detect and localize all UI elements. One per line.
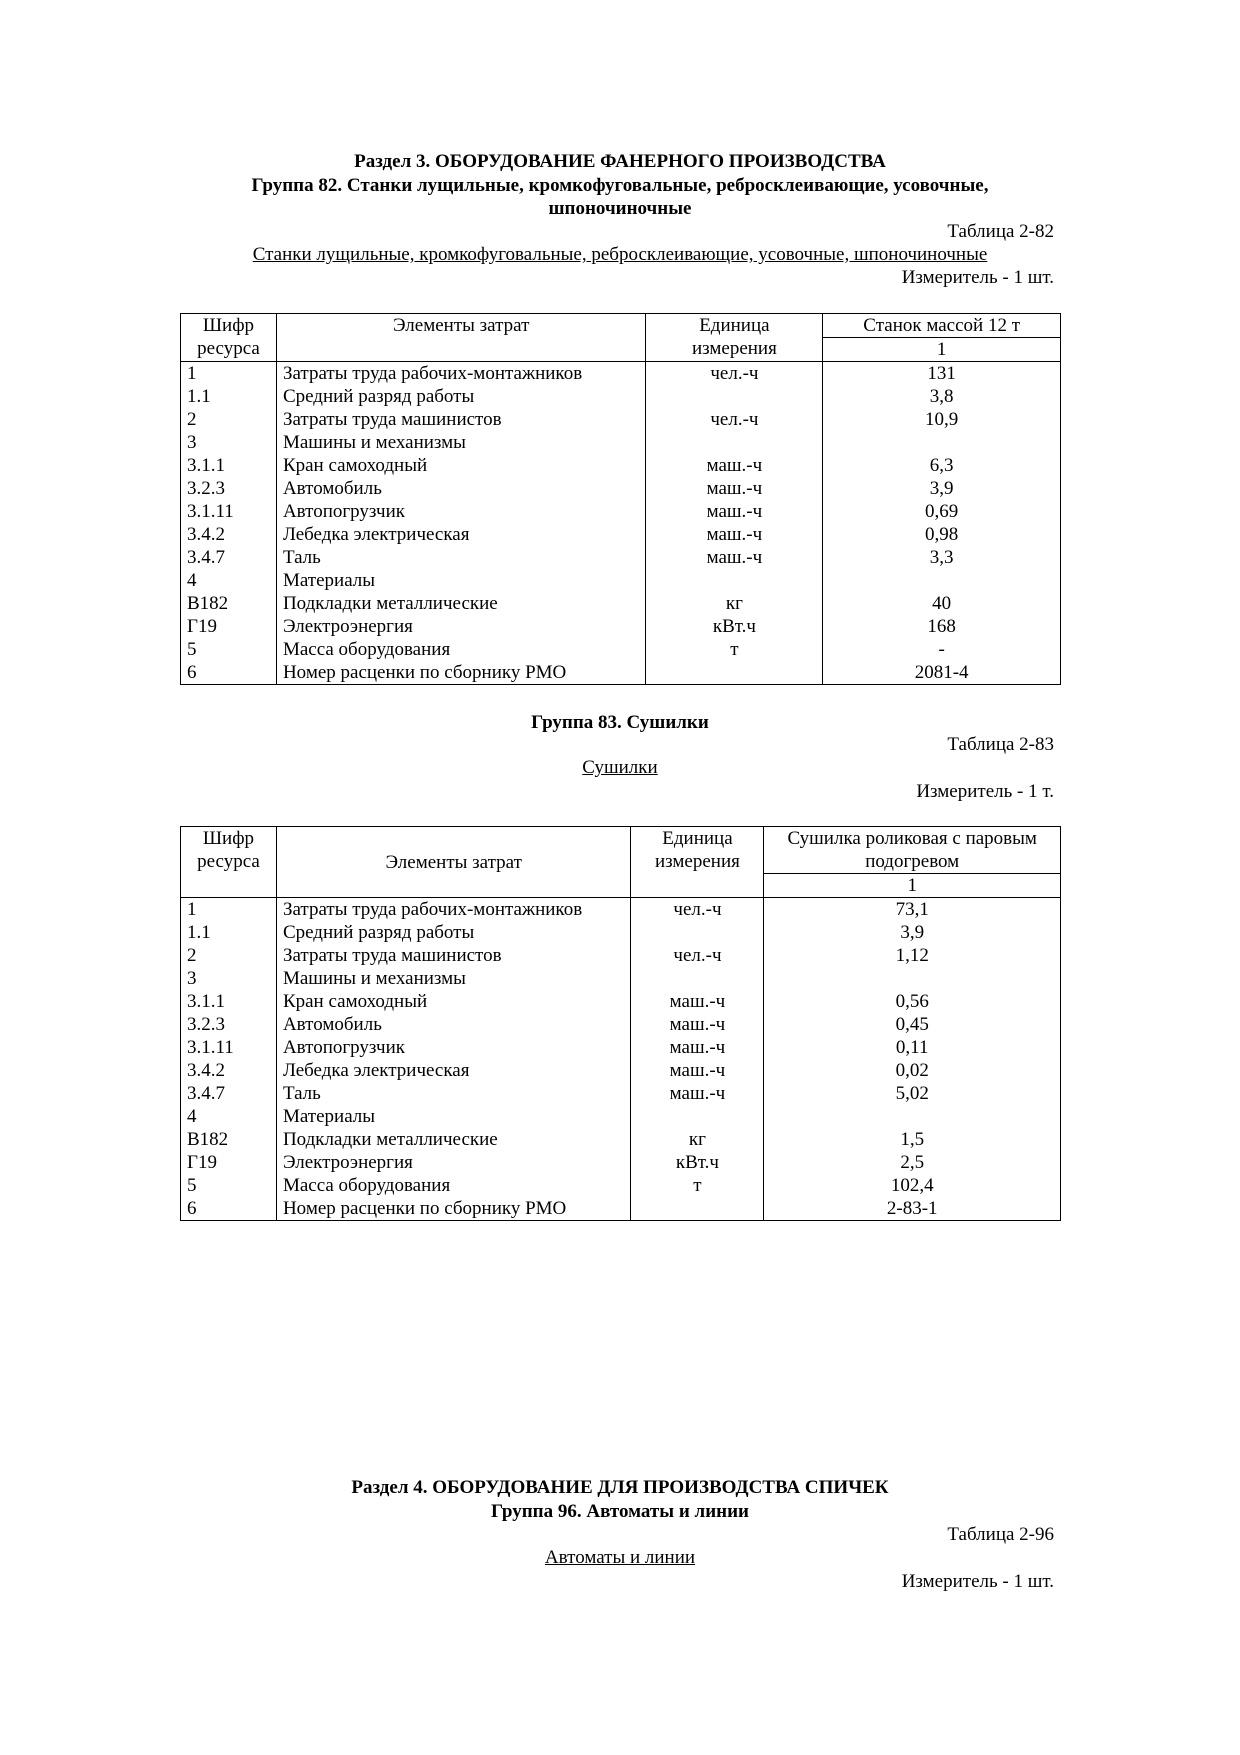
resource-code-cell: 3.2.3 xyxy=(181,477,277,500)
resource-code-cell: 2 xyxy=(181,944,277,967)
table-row xyxy=(181,1059,1061,1082)
header-unit xyxy=(631,827,764,898)
resource-code-cell: 3.1.1 xyxy=(181,990,277,1013)
group-82-title-line1: Группа 82. Станки лущильные, кромкофуговальные, ребросклеивающие, усовочные, xyxy=(251,175,989,196)
cost-element-cell: Средний разряд работы xyxy=(276,385,646,408)
group-96-title: Группа 96. Автоматы и линии xyxy=(491,1501,749,1522)
cost-element-cell: Затраты труда машинистов xyxy=(276,944,631,967)
table-row xyxy=(181,1174,1061,1197)
unit-cell xyxy=(646,661,823,685)
unit-cell: маш.-ч xyxy=(631,1082,764,1105)
table-row xyxy=(181,967,1061,990)
resource-code-cell: 1 xyxy=(181,898,277,922)
table-row xyxy=(181,638,1061,661)
value-cell: 6,3 xyxy=(823,454,1061,477)
header-code-line2: ресурса xyxy=(197,851,260,872)
unit-cell: маш.-ч xyxy=(646,523,823,546)
unit-cell: чел.-ч xyxy=(646,408,823,431)
cost-element-cell: Средний разряд работы xyxy=(276,921,631,944)
unit-cell: кВт.ч xyxy=(646,615,823,638)
unit-cell: маш.-ч xyxy=(631,1013,764,1036)
resource-code-cell: 1 xyxy=(181,362,277,386)
resource-code-cell: 3.2.3 xyxy=(181,1013,277,1036)
resource-code-cell: 4 xyxy=(181,1105,277,1128)
unit-cell xyxy=(631,1105,764,1128)
resource-code-cell: 3.4.7 xyxy=(181,546,277,569)
value-cell: 2,5 xyxy=(764,1151,1061,1174)
cost-element-cell: Подкладки металлические xyxy=(276,1128,631,1151)
cost-element-cell: Подкладки металлические xyxy=(276,592,646,615)
header-elements: Элементы затрат xyxy=(276,314,646,362)
value-cell: 3,9 xyxy=(764,921,1061,944)
value-cell: 3,3 xyxy=(823,546,1061,569)
table-row xyxy=(181,1036,1061,1059)
resource-code-cell: 4 xyxy=(181,569,277,592)
value-cell: 5,02 xyxy=(764,1082,1061,1105)
table-row xyxy=(181,1082,1061,1105)
value-cell: 2081-4 xyxy=(823,661,1061,685)
table-row xyxy=(181,1197,1061,1221)
resource-code-cell: 6 xyxy=(181,1197,277,1221)
header-unit-line1: Единица xyxy=(699,315,770,336)
header-column-number: 1 xyxy=(823,338,1061,362)
table-2-82 xyxy=(180,313,1061,685)
unit-cell xyxy=(631,967,764,990)
header-elements: Элементы затрат xyxy=(276,827,631,898)
value-cell: 3,8 xyxy=(823,385,1061,408)
unit-cell: т xyxy=(631,1174,764,1197)
resource-code-cell: 3.1.11 xyxy=(181,1036,277,1059)
value-cell: 0,11 xyxy=(764,1036,1061,1059)
unit-cell: маш.-ч xyxy=(646,477,823,500)
table-row xyxy=(181,546,1061,569)
section-3-title: Раздел 3. ОБОРУДОВАНИЕ ФАНЕРНОГО ПРОИЗВОДСТВА xyxy=(354,151,886,172)
resource-code-cell: 2 xyxy=(181,408,277,431)
value-cell: - xyxy=(823,638,1061,661)
table-2-82-number: Таблица 2-82 xyxy=(947,221,1054,242)
value-cell: 40 xyxy=(823,592,1061,615)
value-cell: 10,9 xyxy=(823,408,1061,431)
resource-code-cell: 6 xyxy=(181,661,277,685)
table-2-83 xyxy=(180,826,1061,1221)
unit-cell: кВт.ч xyxy=(631,1151,764,1174)
resource-code-cell: 5 xyxy=(181,638,277,661)
resource-code-cell: 3.4.7 xyxy=(181,1082,277,1105)
table-row xyxy=(181,1013,1061,1036)
table-row xyxy=(181,431,1061,454)
value-cell: 0,98 xyxy=(823,523,1061,546)
cost-element-cell: Затраты труда рабочих-монтажников xyxy=(276,362,646,386)
value-cell: 2-83-1 xyxy=(764,1197,1061,1221)
unit-cell: чел.-ч xyxy=(631,898,764,922)
value-cell: 1,12 xyxy=(764,944,1061,967)
table-row xyxy=(181,500,1061,523)
table-2-96-caption: Автоматы и линии xyxy=(544,1547,696,1568)
table-2-83-body xyxy=(181,898,1061,1221)
table-2-83-number: Таблица 2-83 xyxy=(947,734,1054,755)
unit-cell xyxy=(646,385,823,408)
value-cell: 73,1 xyxy=(764,898,1061,922)
resource-code-cell: 1.1 xyxy=(181,921,277,944)
header-unit-line1: Единица xyxy=(662,828,733,849)
table-2-82-caption: Станки лущильные, кромкофуговальные, ребросклеивающие, усовочные, шпоночиночные xyxy=(252,244,988,265)
value-cell: 102,4 xyxy=(764,1174,1061,1197)
table-row xyxy=(181,615,1061,638)
cost-element-cell: Автомобиль xyxy=(276,477,646,500)
header-unit-line2: измерения xyxy=(655,851,740,872)
header-column-title-line2: подогревом xyxy=(865,851,960,872)
header-unit xyxy=(646,314,823,362)
header-column-number: 1 xyxy=(764,874,1061,898)
unit-cell xyxy=(646,569,823,592)
unit-cell: маш.-ч xyxy=(631,1036,764,1059)
cost-element-cell: Материалы xyxy=(276,1105,631,1128)
resource-code-cell: 5 xyxy=(181,1174,277,1197)
header-column-title xyxy=(764,827,1061,874)
table-row xyxy=(181,569,1061,592)
resource-code-cell: 3 xyxy=(181,967,277,990)
cost-element-cell: Масса оборудования xyxy=(276,638,646,661)
unit-cell: чел.-ч xyxy=(631,944,764,967)
cost-element-cell: Машины и механизмы xyxy=(276,967,631,990)
cost-element-cell: Электроэнергия xyxy=(276,615,646,638)
resource-code-cell: 3.1.1 xyxy=(181,454,277,477)
header-code xyxy=(181,314,277,362)
cost-element-cell: Масса оборудования xyxy=(276,1174,631,1197)
unit-cell: маш.-ч xyxy=(646,454,823,477)
table-row xyxy=(181,990,1061,1013)
cost-element-cell: Материалы xyxy=(276,569,646,592)
header-column-title: Станок массой 12 т xyxy=(823,314,1061,338)
table-2-83-measure: Измеритель - 1 т. xyxy=(916,781,1054,802)
unit-cell: т xyxy=(646,638,823,661)
cost-element-cell: Затраты труда машинистов xyxy=(276,408,646,431)
value-cell: 168 xyxy=(823,615,1061,638)
table-row xyxy=(181,454,1061,477)
table-2-96-number: Таблица 2-96 xyxy=(947,1524,1054,1545)
group-82-title-line2: шпоночиночные xyxy=(548,198,692,219)
unit-cell: чел.-ч xyxy=(646,362,823,386)
header-code-line1: Шифр xyxy=(202,828,255,849)
group-83-title: Группа 83. Сушилки xyxy=(531,712,709,733)
header-column-title-line1: Сушилка роликовая с паровым xyxy=(787,828,1037,849)
table-row xyxy=(181,661,1061,685)
table-2-96-measure: Измеритель - 1 шт. xyxy=(901,1571,1054,1592)
resource-code-cell: 3 xyxy=(181,431,277,454)
value-cell: 0,69 xyxy=(823,500,1061,523)
resource-code-cell: В182 xyxy=(181,1128,277,1151)
resource-code-cell: 3.4.2 xyxy=(181,523,277,546)
cost-element-cell: Номер расценки по сборнику РМО xyxy=(276,1197,631,1221)
unit-cell: маш.-ч xyxy=(646,500,823,523)
unit-cell: кг xyxy=(646,592,823,615)
table-row xyxy=(181,477,1061,500)
cost-element-cell: Кран самоходный xyxy=(276,454,646,477)
unit-cell xyxy=(631,921,764,944)
cost-element-cell: Электроэнергия xyxy=(276,1151,631,1174)
header-code-line1: Шифр xyxy=(202,315,255,336)
unit-cell xyxy=(631,1197,764,1221)
cost-element-cell: Таль xyxy=(276,1082,631,1105)
value-cell xyxy=(764,1105,1061,1128)
table-row xyxy=(181,921,1061,944)
cost-element-cell: Автопогрузчик xyxy=(276,500,646,523)
cost-element-cell: Кран самоходный xyxy=(276,990,631,1013)
resource-code-cell: Г19 xyxy=(181,1151,277,1174)
value-cell: 0,45 xyxy=(764,1013,1061,1036)
unit-cell: маш.-ч xyxy=(631,990,764,1013)
resource-code-cell: Г19 xyxy=(181,615,277,638)
resource-code-cell: 1.1 xyxy=(181,385,277,408)
value-cell: 0,02 xyxy=(764,1059,1061,1082)
table-row xyxy=(181,1151,1061,1174)
value-cell: 131 xyxy=(823,362,1061,386)
unit-cell: маш.-ч xyxy=(631,1059,764,1082)
resource-code-cell: 3.4.2 xyxy=(181,1059,277,1082)
value-cell: 1,5 xyxy=(764,1128,1061,1151)
unit-cell xyxy=(646,431,823,454)
table-row xyxy=(181,592,1061,615)
cost-element-cell: Таль xyxy=(276,546,646,569)
value-cell xyxy=(764,967,1061,990)
table-2-83-caption: Сушилки xyxy=(582,757,658,778)
cost-element-cell: Машины и механизмы xyxy=(276,431,646,454)
cost-element-cell: Автомобиль xyxy=(276,1013,631,1036)
table-row xyxy=(181,1128,1061,1151)
value-cell: 3,9 xyxy=(823,477,1061,500)
unit-cell: кг xyxy=(631,1128,764,1151)
value-cell xyxy=(823,431,1061,454)
header-code-line2: ресурса xyxy=(197,338,260,359)
table-row xyxy=(181,408,1061,431)
header-unit-line2: измерения xyxy=(691,338,777,359)
section-4-title: Раздел 4. ОБОРУДОВАНИЕ ДЛЯ ПРОИЗВОДСТВА СПИЧЕК xyxy=(351,1477,889,1498)
value-cell: 0,56 xyxy=(764,990,1061,1013)
table-row xyxy=(181,362,1061,386)
cost-element-cell: Лебедка электрическая xyxy=(276,1059,631,1082)
resource-code-cell: В182 xyxy=(181,592,277,615)
table-2-82-body xyxy=(181,362,1061,685)
table-2-82-measure: Измеритель - 1 шт. xyxy=(901,267,1054,288)
cost-element-cell: Автопогрузчик xyxy=(276,1036,631,1059)
table-row xyxy=(181,898,1061,922)
cost-element-cell: Затраты труда рабочих-монтажников xyxy=(276,898,631,922)
table-row xyxy=(181,523,1061,546)
table-row xyxy=(181,385,1061,408)
value-cell xyxy=(823,569,1061,592)
cost-element-cell: Номер расценки по сборнику РМО xyxy=(276,661,646,685)
cost-element-cell: Лебедка электрическая xyxy=(276,523,646,546)
resource-code-cell: 3.1.11 xyxy=(181,500,277,523)
table-row xyxy=(181,1105,1061,1128)
unit-cell: маш.-ч xyxy=(646,546,823,569)
header-code xyxy=(181,827,277,898)
table-row xyxy=(181,944,1061,967)
